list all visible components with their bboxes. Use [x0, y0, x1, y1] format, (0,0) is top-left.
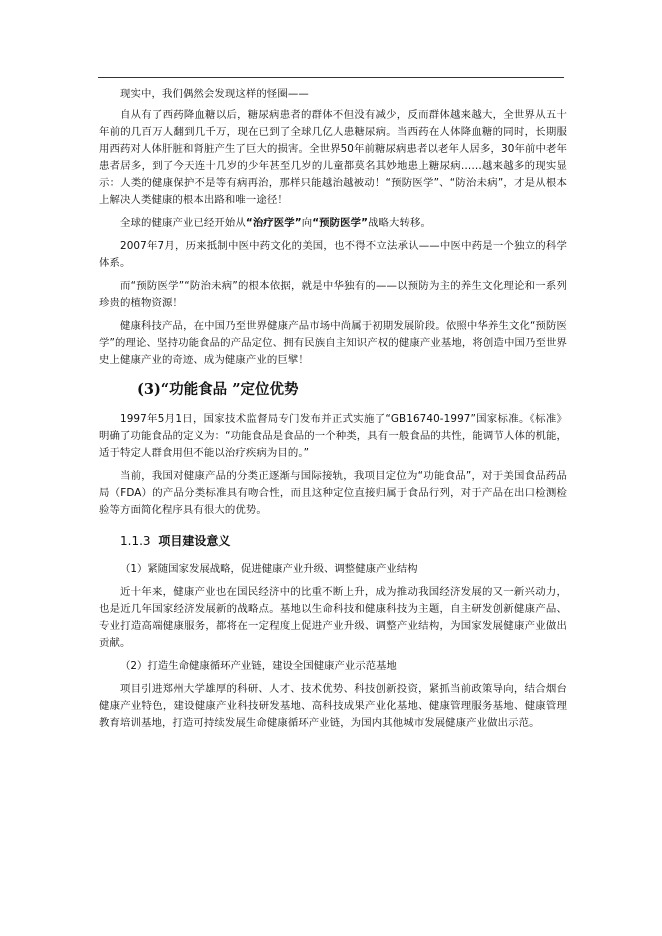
- subsection-heading: [120, 531, 567, 551]
- subsection-title: 项目建设意义: [158, 534, 231, 548]
- intro-line: 现实中，我们偶然会发现这样的怪圈——: [120, 88, 309, 100]
- subsection-number: 1.1.3: [120, 534, 151, 548]
- paragraph-project: 项目引进郑州大学雄厚的科研、人才、技术优势、科技创新投资，紧抓当前政策导向，结合烟台健康产业特色，建设健康产业科技研发基地、高科技成果产业化基地、健康管理服务基地、健康管理教育培训基地，打造可持续发展生命健康循环产业链，为国内其他城市发展健康产业做出示范。: [99, 683, 567, 729]
- paragraph-prevention-basis: 而“预防医学”“防治未病”的根本依据，就是中华独有的——以预防为主的养生文化理论和一系列珍贵的植物资源！: [99, 280, 567, 309]
- paragraph-gb-standard: 1997年5月1日，国家技术监督局专门发布并正式实施了“GB16740-1997”国家标准。《标准》明确了功能食品的定义为：“功能食品是食品的一个种类，具有一般食品的共性，能调节人体的机能，适于特定人群食用但不能以治疗疾病为目的。”: [99, 413, 567, 459]
- strategy-treatment: “治疗医学”: [245, 217, 302, 229]
- list-item-2: （2）打造生命健康循环产业链，建设全国健康产业示范基地: [120, 660, 397, 672]
- strategy-post: 战略大转移。: [368, 217, 431, 229]
- document-body: [99, 86, 567, 732]
- paragraph-strategy-shift: [99, 215, 567, 232]
- section-3-title: (3)“功能食品 ”定位优势: [137, 381, 299, 398]
- paragraph-health-tech: 健康科技产品，在中国乃至世界健康产品市场中尚属于初期发展阶段。依照中华养生文化“预防医学”的理论、坚持功能食品的产品定位、拥有民族自主知识产权的健康产业基地，将创造中国乃至世界史上健康产业的奇迹、成为健康产业的巨擘！: [99, 320, 567, 366]
- strategy-mid: 向: [301, 217, 313, 229]
- header-rule: [98, 77, 564, 78]
- strategy-pre: 全球的健康产业已经开始从: [120, 217, 246, 229]
- strategy-prevention: “预防医学”: [312, 217, 369, 229]
- paragraph-decade: 近十年来，健康产业也在国民经济中的比重不断上升，成为推动我国经济发展的又一新兴动力，也是近几年国家经济发展新的战略点。基地以生命科技和健康科技为主题，自主研发创新健康产品、专业打造高端健康服务，都将在一定程度上促进产业升级、调整产业结构，为国家发展健康产业做出贡献。: [99, 586, 567, 649]
- paragraph-diabetes: 自从有了西药降血糖以后，糖尿病患者的群体不但没有减少，反而群体越来越大，全世界从五十年前的几百万人翻到几千万，现在已到了全球几亿人患糖尿病。当西药在人体降血糖的同时，长期服用西药对人体肝脏和肾脏产生了巨大的损害。全世界50年前糖尿病患者以老年人居多，30年前中老年患者居多，到了今天连十几岁的少年甚至几岁的儿童都莫名其妙地患上糖尿病……越来越多的现实显示：人类的健康保护不是等有病再治，那样只能越治越被动！“预防医学”、“防治未病”，才是从根本上解决人类健康的根本出路和唯一途径！: [99, 109, 567, 206]
- paragraph-2007: 2007年7月，历来抵制中医中药文化的美国，也不得不立法承认——中医中药是一个独立的科学体系。: [99, 240, 567, 269]
- list-item-1: （1）紧随国家发展战略，促进健康产业升级、调整健康产业结构: [120, 563, 418, 575]
- paragraph-classification: 当前，我国对健康产品的分类正逐渐与国际接轨，我项目定位为“功能食品”，对于美国食品药品局（FDA）的产品分类标准具有吻合性，而且这种定位直接归属于食品行列，对于产品在出口检测检验等方面简化程序具有很大的优势。: [99, 470, 567, 516]
